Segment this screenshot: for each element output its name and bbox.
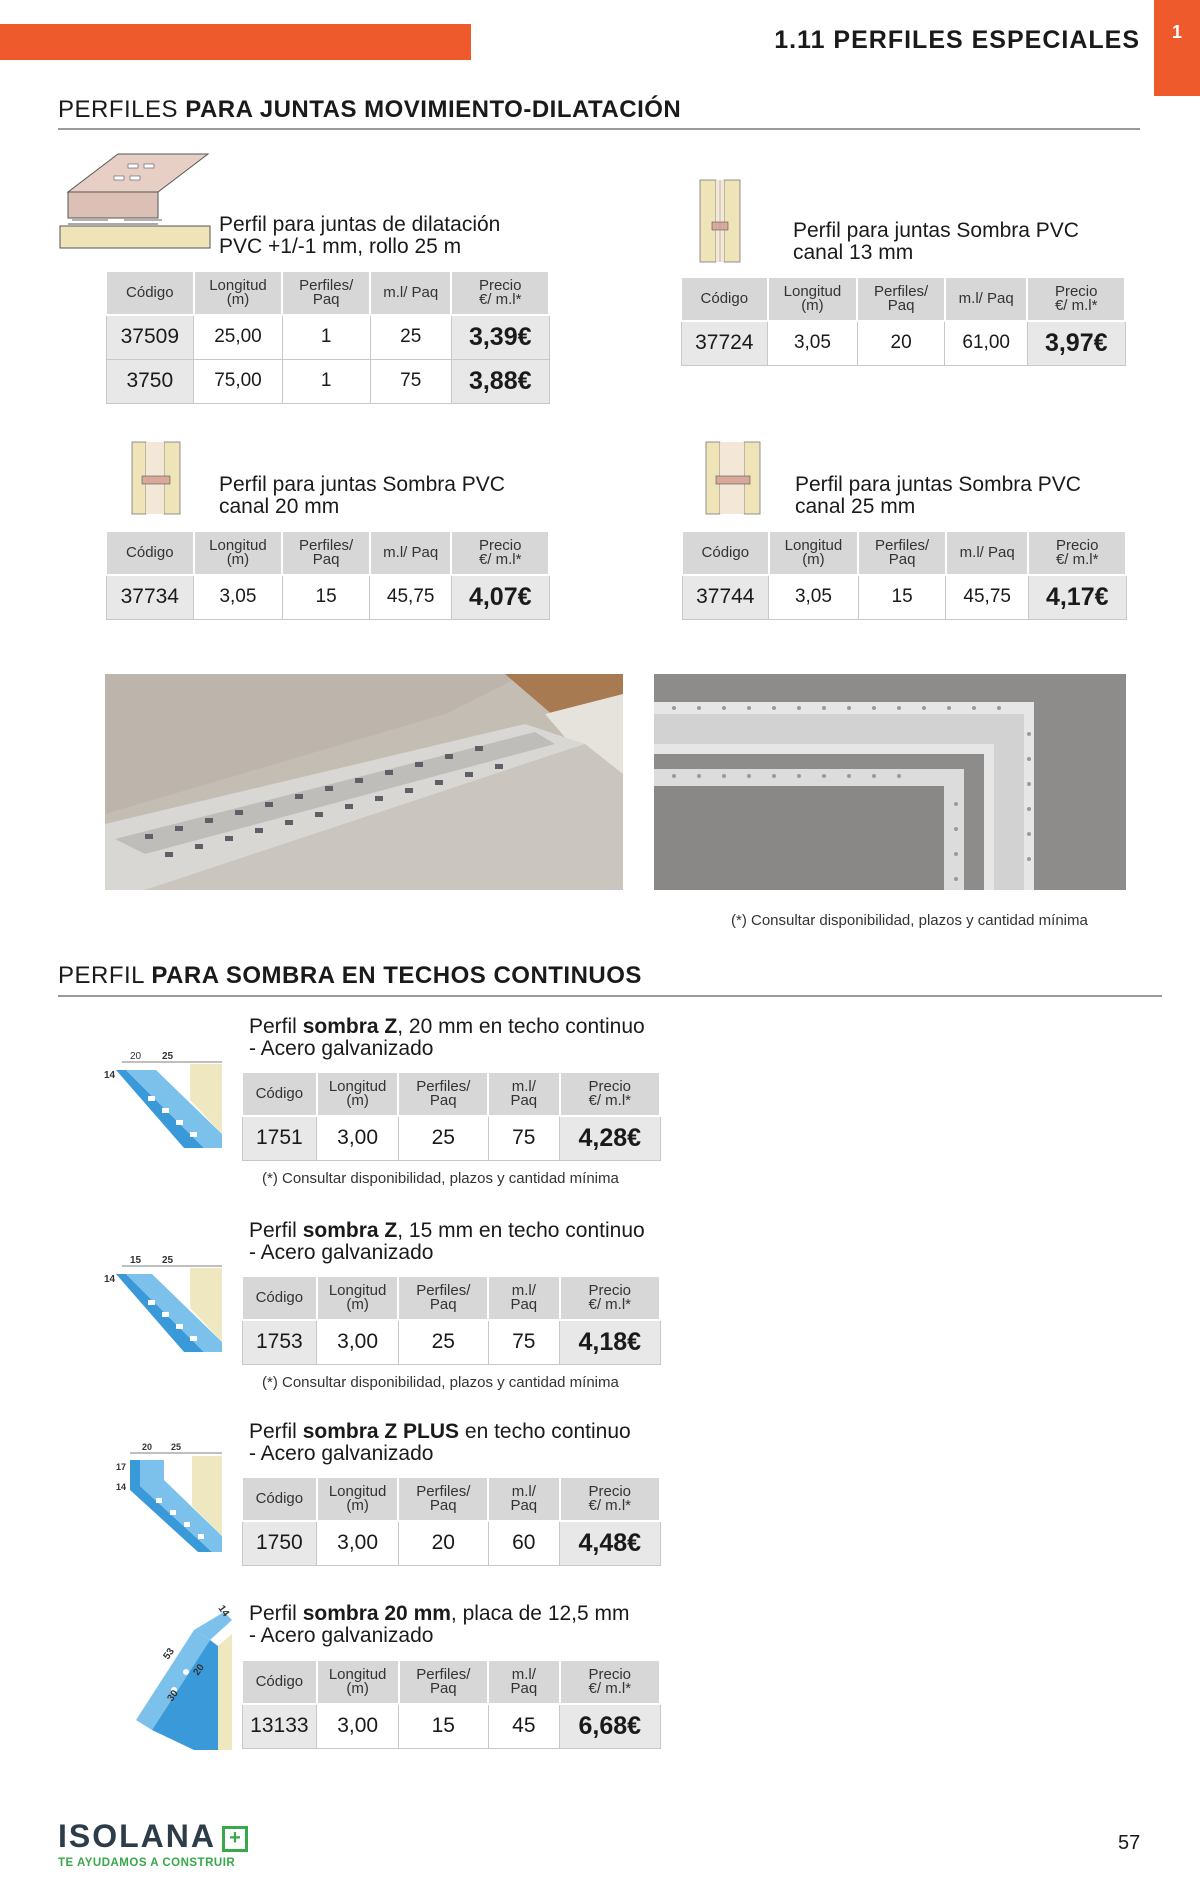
section-heading-shadow-ceilings: PERFIL PARA SOMBRA EN TECHOS CONTINUOS: [58, 962, 642, 989]
product-code: 1751: [242, 1116, 317, 1160]
table-row: [242, 1521, 660, 1565]
plus-icon: +: [222, 1826, 248, 1852]
col-header: m.l/ Paq: [370, 271, 451, 315]
col-header: Código: [242, 1276, 317, 1320]
col-header: Perfiles/ Paq: [282, 531, 370, 575]
product-title: Perfil para juntas de dilatación PVC +1/-1 mm, rollo 25 m: [219, 213, 501, 258]
per-pack-cell: 1: [282, 315, 370, 359]
chapter-tab[interactable]: [1154, 0, 1200, 96]
per-pack-cell: 15: [282, 575, 370, 619]
length-cell: 3,05: [769, 575, 859, 619]
product-photo-corner-profile: [654, 674, 1126, 890]
length-cell: 3,00: [317, 1704, 399, 1748]
table-row: [106, 575, 549, 619]
z-profile-20-icon: [104, 1048, 226, 1152]
dim-label: 14: [104, 1274, 116, 1285]
sombra-20-placa-icon: [134, 1600, 234, 1750]
dim-label: 14: [116, 1482, 127, 1492]
col-header: Código: [106, 271, 194, 315]
price-table-z15: [241, 1275, 661, 1365]
ml-pack-cell: 75: [488, 1116, 559, 1160]
col-header: Perfiles/ Paq: [398, 1072, 488, 1116]
price-table-dilatation: [105, 270, 550, 404]
price-cell: 3,97€: [1027, 321, 1125, 365]
price-cell: 4,07€: [451, 575, 549, 619]
table-row: [681, 321, 1125, 365]
length-cell: 3,00: [317, 1116, 399, 1160]
col-header: Perfiles/ Paq: [398, 1276, 488, 1320]
product-title: Perfil sombra Z, 15 mm en techo continuo - Acero galvanizado: [249, 1219, 645, 1264]
page-number: 57: [1118, 1832, 1141, 1854]
ml-pack-cell: 61,00: [945, 321, 1028, 365]
price-table-z-plus: [241, 1476, 661, 1566]
ml-pack-cell: 60: [488, 1521, 559, 1565]
col-header: m.l/ Paq: [945, 277, 1028, 321]
price-cell: 4,28€: [560, 1116, 660, 1160]
brand-name: ISOLANA: [58, 1818, 216, 1854]
col-header: m.l/ Paq: [488, 1276, 559, 1320]
dim-label: 17: [116, 1462, 127, 1472]
shadow-pvc-20-icon: [128, 440, 184, 516]
col-header: Precio €/ m.l*: [1028, 531, 1126, 575]
col-header: Precio €/ m.l*: [560, 1276, 660, 1320]
table-row: [682, 575, 1126, 619]
product-photo-ceiling-profile: [105, 674, 623, 890]
product-code: 37509: [106, 315, 194, 359]
length-cell: 75,00: [194, 359, 283, 403]
price-cell: 4,17€: [1028, 575, 1126, 619]
col-header: Longitud (m): [194, 271, 283, 315]
ml-pack-cell: 45,75: [946, 575, 1029, 619]
price-table-sombra-25: [681, 530, 1127, 620]
price-table-sombra-13: [680, 276, 1126, 366]
table-row: [242, 1704, 660, 1748]
product-code: 13133: [242, 1704, 317, 1748]
ml-pack-cell: 45,75: [370, 575, 452, 619]
availability-note: (*) Consultar disponibilidad, plazos y cantidad mínima: [731, 912, 1088, 929]
col-header: Precio €/ m.l*: [560, 1660, 660, 1704]
dim-label: 53: [161, 1646, 177, 1662]
availability-note: (*) Consultar disponibilidad, plazos y cantidad mínima: [262, 1374, 619, 1391]
ml-pack-cell: 75: [370, 359, 451, 403]
col-header: m.l/ Paq: [488, 1660, 559, 1704]
per-pack-cell: 20: [398, 1521, 488, 1565]
header-accent-bar: [0, 24, 471, 60]
per-pack-cell: 25: [398, 1320, 488, 1364]
price-table-sombra-20-placa: [241, 1659, 661, 1749]
col-header: Código: [242, 1072, 317, 1116]
price-cell: 4,18€: [560, 1320, 660, 1364]
col-header: Precio €/ m.l*: [560, 1072, 660, 1116]
section-heading-dilatation: PERFILES PARA JUNTAS MOVIMIENTO-DILATACIÓN: [58, 96, 682, 123]
col-header: Precio €/ m.l*: [451, 531, 549, 575]
col-header: m.l/ Paq: [488, 1477, 559, 1521]
per-pack-cell: 15: [858, 575, 946, 619]
ml-pack-cell: 75: [488, 1320, 559, 1364]
col-header: Código: [681, 277, 768, 321]
per-pack-cell: 20: [857, 321, 945, 365]
col-header: m.l/ Paq: [370, 531, 452, 575]
dim-label: 30: [165, 1688, 181, 1704]
product-title: Perfil para juntas Sombra PVC canal 25 mm: [795, 473, 1081, 518]
col-header: Código: [242, 1477, 317, 1521]
per-pack-cell: 1: [282, 359, 370, 403]
z-profile-15-icon: [104, 1252, 226, 1356]
section-divider: [58, 995, 1162, 997]
dim-label: 14: [215, 1603, 231, 1619]
length-cell: 3,05: [768, 321, 858, 365]
ml-pack-cell: 25: [370, 315, 451, 359]
product-title: Perfil para juntas Sombra PVC canal 20 mm: [219, 473, 505, 518]
product-title: Perfil para juntas Sombra PVC canal 13 mm: [793, 219, 1079, 264]
chapter-number: 1: [1171, 22, 1182, 42]
dim-label: 14: [104, 1070, 116, 1081]
col-header: Longitud (m): [194, 531, 283, 575]
chapter-title: 1.11 PERFILES ESPECIALES: [774, 26, 1140, 54]
dim-label: 20: [191, 1662, 207, 1678]
length-cell: 25,00: [194, 315, 283, 359]
col-header: Precio €/ m.l*: [1027, 277, 1125, 321]
col-header: Perfiles/ Paq: [857, 277, 945, 321]
section-divider: [58, 128, 1140, 130]
dim-label: 25: [171, 1442, 182, 1452]
product-code: 1753: [242, 1320, 317, 1364]
dim-label: 20: [142, 1442, 153, 1452]
length-cell: 3,00: [317, 1320, 399, 1364]
col-header: Longitud (m): [317, 1477, 399, 1521]
product-code: 1750: [242, 1521, 317, 1565]
col-header: Longitud (m): [317, 1660, 399, 1704]
dim-label: 25: [162, 1051, 174, 1062]
per-pack-cell: 25: [398, 1116, 488, 1160]
product-code: 37724: [681, 321, 768, 365]
dilatation-profile-icon: [58, 152, 216, 254]
price-table-sombra-20: [105, 530, 550, 620]
table-row: [242, 1320, 660, 1364]
col-header: Código: [682, 531, 769, 575]
price-table-z20: [241, 1071, 661, 1161]
col-header: m.l/ Paq: [488, 1072, 559, 1116]
z-plus-profile-icon: [116, 1440, 226, 1556]
brand-tagline: TE AYUDAMOS A CONSTRUIR: [58, 1857, 236, 1869]
length-cell: 3,05: [194, 575, 283, 619]
product-title: Perfil sombra Z PLUS en techo continuo - Acero galvanizado: [249, 1420, 631, 1465]
table-row: [106, 359, 549, 403]
table-row: [106, 315, 549, 359]
table-row: [242, 1116, 660, 1160]
brand-logo[interactable]: [58, 1818, 248, 1869]
shadow-pvc-13-icon: [698, 178, 742, 264]
col-header: Longitud (m): [317, 1276, 399, 1320]
price-cell: 4,48€: [560, 1521, 660, 1565]
per-pack-cell: 15: [399, 1704, 489, 1748]
availability-note: (*) Consultar disponibilidad, plazos y cantidad mínima: [262, 1170, 619, 1187]
col-header: Longitud (m): [769, 531, 859, 575]
col-header: m.l/ Paq: [946, 531, 1029, 575]
product-code: 37734: [106, 575, 194, 619]
product-code: 3750: [106, 359, 194, 403]
dim-label: 20: [130, 1051, 142, 1062]
product-title: Perfil sombra 20 mm, placa de 12,5 mm - Acero galvanizado: [249, 1602, 630, 1647]
col-header: Precio €/ m.l*: [560, 1477, 660, 1521]
col-header: Perfiles/ Paq: [398, 1477, 488, 1521]
col-header: Código: [242, 1660, 317, 1704]
col-header: Perfiles/ Paq: [858, 531, 946, 575]
col-header: Precio €/ m.l*: [451, 271, 549, 315]
price-cell: 3,88€: [451, 359, 549, 403]
dim-label: 25: [162, 1255, 174, 1266]
product-code: 37744: [682, 575, 769, 619]
dim-label: 15: [130, 1255, 142, 1266]
shadow-pvc-25-icon: [702, 440, 766, 516]
price-cell: 3,39€: [451, 315, 549, 359]
col-header: Perfiles/ Paq: [399, 1660, 489, 1704]
col-header: Código: [106, 531, 194, 575]
length-cell: 3,00: [317, 1521, 399, 1565]
col-header: Perfiles/ Paq: [282, 271, 370, 315]
col-header: Longitud (m): [768, 277, 858, 321]
product-title: Perfil sombra Z, 20 mm en techo continuo - Acero galvanizado: [249, 1015, 645, 1060]
ml-pack-cell: 45: [488, 1704, 559, 1748]
price-cell: 6,68€: [560, 1704, 660, 1748]
col-header: Longitud (m): [317, 1072, 399, 1116]
